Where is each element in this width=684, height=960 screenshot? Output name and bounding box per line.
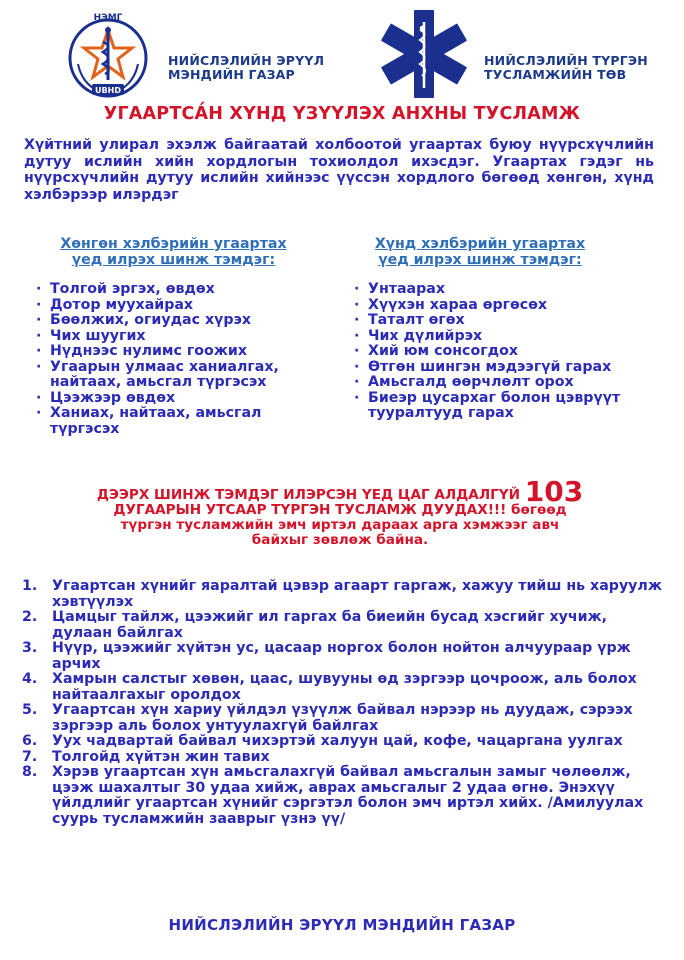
step-text: Хамрын салстыг хөвөн, цаас, шувууны өд зэргээр цочроож, аль болох найтаалгахыг оролдох: [52, 671, 637, 703]
step-item: [22, 750, 662, 766]
right-org-line-1: НИЙСЛЭЛИЙН ТҮРГЭН: [484, 53, 648, 68]
left-org-line-2: МЭНДИЙН ГАЗАР: [168, 67, 295, 82]
step-text: Уух чадвартай байвал чихэртэй халуун цай, кофе, чацаргана уулгах: [52, 733, 623, 749]
step-number: 8.: [22, 764, 38, 780]
warning-text-1: ДЭЭРХ ШИНЖ ТЭМДЭГ ИЛЭРСЭН ҮЕД ЦАГ АЛДАЛГҮЙ: [96, 487, 520, 503]
first-aid-steps: [22, 579, 662, 827]
step-text: Угаартсан хүнийг яаралтай цэвэр агаарт гаргаж, хажуу тийш нь харуулж хэвтүүлэх: [52, 578, 662, 610]
page-title: УГААРТСА́Н ХҮНД ҮЗҮҮЛЭХ АНХНЫ ТУСЛАМЖ: [103, 104, 581, 124]
list-item: · Ханиах, найтаах, амьсгал түргэсэх: [34, 406, 324, 437]
step-number: 5.: [22, 702, 38, 718]
ring-text: НЭМГ: [93, 13, 123, 23]
list-item: · Нүднээс нулимс гоожих: [34, 344, 324, 360]
warning-line-4: байхыг зөвлөж байна.: [251, 532, 429, 548]
warning-line-2: ДУГААРЫН УТСААР ТҮРГЭН ТУСЛАМЖ ДУУДАХ!!! бөгөөд: [113, 502, 567, 518]
list-item: · Чих дүлийрэх: [352, 329, 634, 345]
step-item: [22, 672, 662, 703]
step-number: 6.: [22, 733, 38, 749]
list-item: · Таталт өгөх: [352, 313, 634, 329]
footer-organization: НИЙСЛЭЛИЙН ЭРҮҮЛ МЭНДИЙН ГАЗАР: [168, 916, 516, 934]
mild-symptoms-heading: [36, 236, 311, 268]
list-item: · Цээжээр өвдөх: [34, 391, 324, 407]
right-org-line-2: ТУСЛАМЖИЙН ТӨВ: [484, 67, 627, 82]
list-item: · Хүүхэн хараа өргөсөх: [352, 298, 634, 314]
list-item: · Чих шуугих: [34, 329, 324, 345]
step-text: Угаартсан хүн хариу үйлдэл үзүүлж байвал нэрээр нь дуудаж, сэрээх зэргээр аль болох унтуулахгүй байлгах: [52, 702, 633, 734]
step-text: Хэрэв угаартсан хүн амьсгалахгүй байвал амьсгалын замыг чөлөөлж, цээж шахалтыг 30 удаа хийж, аврах амьсгалыг 2 удаа өгнө. Энэхүү үйлдлийг угаартсан хүнийг сэргэтэл болон эмч иртэл хийх. /Амилуулах суурь тусламжийн зааврыг үзнэ үү/: [52, 764, 644, 827]
step-item: [22, 641, 662, 672]
badge-text: UBHD: [95, 86, 121, 95]
list-item: · Угаарын улмаас ханиалгах, найтаах, амьсгал түргэсэх: [34, 360, 324, 391]
warning-line-3: түргэн тусламжийн эмч иртэл дараах арга хэмжээг авч: [120, 517, 560, 533]
step-number: 7.: [22, 748, 38, 765]
list-item: · Амьсгалд өөрчлөлт орох: [352, 375, 634, 391]
list-item: · Хий юм сонсогдох: [352, 344, 634, 360]
severe-heading-line-1: Хүнд хэлбэрийн угаартах: [374, 236, 586, 252]
step-number: 3.: [22, 640, 38, 656]
intro-paragraph: Хүйтний улирал эхэлж байгаатай холбоотой угаартах буюу нүүрсхүчлийн дутуу ислийн хийн хордлогын тохиолдол ихэсдэг. Угаартах гэдэг нь нүүрсхүчлийн дутуу ислийн хийнээс үүссэн хордлого бөгөөд хөнгөн, хүнд хэлбэрээр илэрдэг: [24, 137, 654, 203]
list-item: · Толгой эргэх, өвдөх: [34, 282, 324, 298]
step-text: Цамцыг тайлж, цээжийг ил гаргах ба биеийн бусад хэсгийг хучиж, дулаан байлгах: [52, 609, 608, 641]
step-number: 4.: [22, 671, 38, 687]
emergency-call-warning: [40, 475, 640, 548]
severe-heading-line-2: үед илрэх шинж тэмдэг:: [378, 252, 582, 268]
mild-heading-line-1: Хөнгөн хэлбэрийн угаартах: [60, 236, 287, 252]
emergency-number: 103: [524, 475, 584, 508]
star-of-life-logo: [376, 6, 472, 102]
step-item: [22, 765, 662, 827]
step-text: Нүүр, цээжийг хүйтэн ус, цасаар норгох болон нойтон алчуураар үрж арчих: [52, 640, 631, 672]
list-item: · Унтаарах: [352, 282, 634, 298]
left-org-line-1: НИЙСЛЭЛИЙН ЭРҮҮЛ: [168, 53, 325, 68]
list-item: · Дотор муухайрах: [34, 298, 324, 314]
list-item: · Биеэр цусархаг болон цэврүүт тууралтууд гарах: [352, 391, 634, 422]
ubhd-logo: [60, 8, 156, 104]
step-text: Толгойд хүйтэн жин тавих: [52, 748, 270, 765]
step-number: 1.: [22, 578, 38, 594]
warning-line-1: [40, 475, 640, 508]
step-item: [22, 610, 662, 641]
step-item: [22, 579, 662, 610]
step-item: [22, 734, 662, 750]
step-number: 2.: [22, 609, 38, 625]
mild-symptoms-list: [34, 282, 324, 437]
list-item: · Өтгөн шингэн мэдээгүй гарах: [352, 360, 634, 376]
list-item: · Бөөлжих, огиудас хүрэх: [34, 313, 324, 329]
right-organization-name: [484, 54, 648, 82]
severe-symptoms-list: [352, 282, 634, 422]
mild-heading-line-2: үед илрэх шинж тэмдэг:: [71, 252, 276, 268]
step-item: [22, 703, 662, 734]
severe-symptoms-heading: [352, 236, 608, 268]
left-organization-name: [168, 54, 324, 82]
